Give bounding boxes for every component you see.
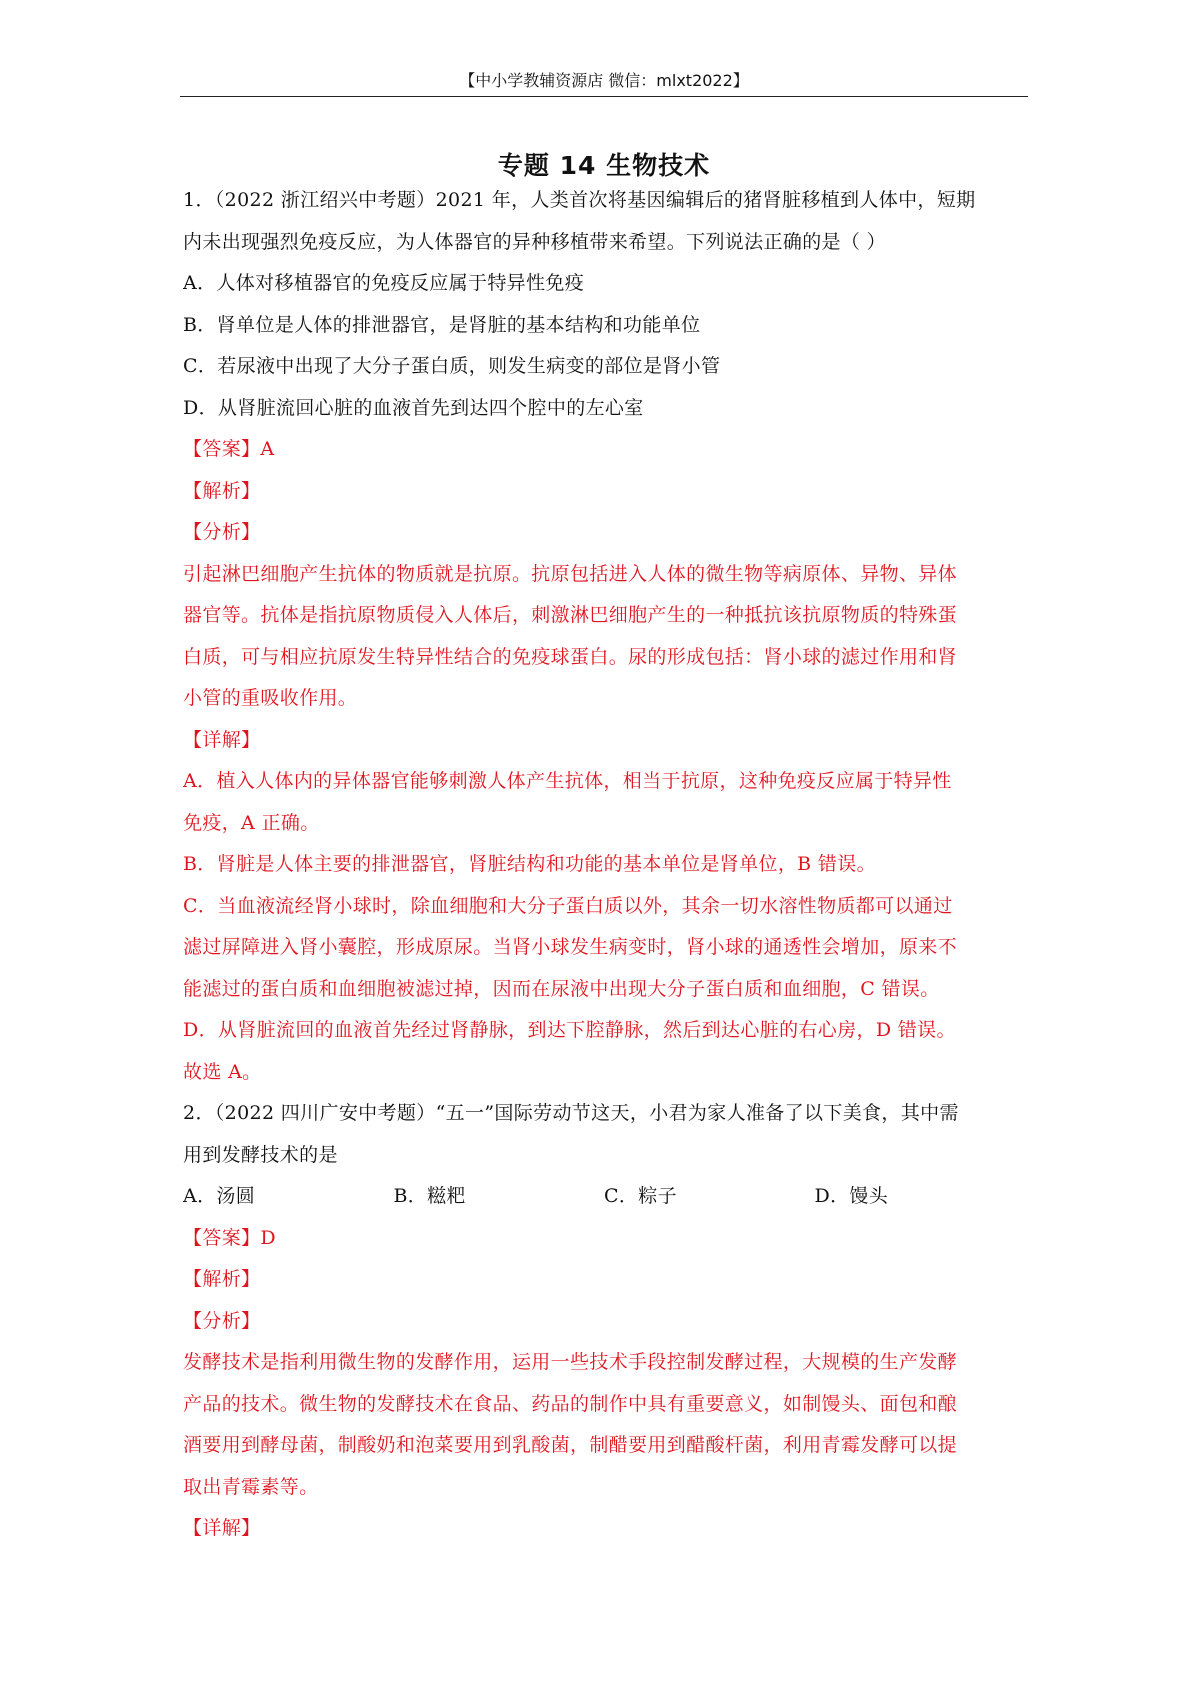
q2-analysis-label: 【解析】 <box>183 1268 261 1290</box>
q2-detail-label: 【详解】 <box>183 1517 261 1539</box>
q1-detail-line: 免疫，A 正确。 <box>183 811 320 834</box>
q1-fenxi-label: 【分析】 <box>183 521 261 543</box>
q1-option-c: C．若尿液中出现了大分子蛋白质，则发生病变的部位是肾小管 <box>183 355 721 377</box>
q2-fenxi-line: 取出青霉素等。 <box>183 1475 319 1498</box>
q2-stem-line: 2．（2022 四川广安中考题）“五一”国际劳动节这天，小君为家人准备了以下美食，其中需 <box>183 1102 959 1124</box>
document-body <box>183 180 1025 1550</box>
q2-option-a: A．汤圆 <box>183 1185 256 1207</box>
q1-analysis-label: 【解析】 <box>183 479 261 502</box>
q2-options-row <box>183 1176 1025 1218</box>
q1-fenxi-line: 小管的重吸收作用。 <box>183 687 358 709</box>
q1-fenxi-line: 白质，可与相应抗原发生特异性结合的免疫球蛋白。尿的形成包括：肾小球的滤过作用和肾 <box>183 645 958 668</box>
q2-fenxi-line: 酒要用到酵母菌，制酸奶和泡菜要用到乳酸菌，制醋要用到醋酸杆菌，利用青霉发酵可以提 <box>183 1434 958 1456</box>
q1-detail-line: 能滤过的蛋白质和血细胞被滤过掉，因而在尿液中出现大分子蛋白质和血细胞，C 错误。 <box>183 977 940 1000</box>
q1-fenxi-line: 引起淋巴细胞产生抗体的物质就是抗原。抗原包括进入人体的微生物等病原体、异物、异体 <box>183 562 958 585</box>
q1-detail-line: C．当血液流经肾小球时，除血细胞和大分子蛋白质以外，其余一切水溶性物质都可以通过 <box>183 894 953 917</box>
q2-fenxi-line: 发酵技术是指利用微生物的发酵作用，运用一些技术手段控制发酵过程，大规模的生产发酵 <box>183 1351 958 1373</box>
q1-option-b: B．肾单位是人体的排泄器官，是肾脏的基本结构和功能单位 <box>183 313 701 336</box>
page-title: 专题 14 生物技术 <box>497 151 711 180</box>
q1-answer: 【答案】A <box>183 438 275 460</box>
q2-stem-line: 用到发酵技术的是 <box>183 1143 338 1166</box>
q1-fenxi-line: 器官等。抗体是指抗原物质侵入人体后，刺激淋巴细胞产生的一种抵抗该抗原物质的特殊蛋 <box>183 604 958 626</box>
q1-detail-line: 故选 A。 <box>183 1060 262 1083</box>
q2-option-d: D．馒头 <box>814 1185 889 1207</box>
q1-detail-line: A．植入人体内的异体器官能够刺激人体产生抗体，相当于抗原，这种免疫反应属于特异性 <box>183 770 952 792</box>
q1-detail-line: B．肾脏是人体主要的排泄器官，肾脏结构和功能的基本单位是肾单位，B 错误。 <box>183 853 876 875</box>
header-divider <box>180 96 1028 97</box>
q1-stem-line: 1．（2022 浙江绍兴中考题）2021 年，人类首次将基因编辑后的猪肾脏移植到人体中，短期 <box>183 189 976 211</box>
q1-detail-line: D．从肾脏流回的血液首先经过肾静脉，到达下腔静脉，然后到达心脏的右心房，D 错误。 <box>183 1019 956 1041</box>
q2-option-b: B．糍粑 <box>393 1185 466 1207</box>
q1-detail-line: 滤过屏障进入肾小囊腔，形成原尿。当肾小球发生病变时，肾小球的通透性会增加，原来不 <box>183 936 958 958</box>
q2-answer: 【答案】D <box>183 1226 276 1249</box>
q1-stem-line: 内未出现强烈免疫反应，为人体器官的异种移植带来希望。下列说法正确的是（ ） <box>183 230 886 253</box>
q1-option-a: A．人体对移植器官的免疫反应属于特异性免疫 <box>183 272 585 294</box>
q2-fenxi-line: 产品的技术。微生物的发酵技术在食品、药品的制作中具有重要意义，如制馒头、面包和酿 <box>183 1392 958 1415</box>
q2-fenxi-label: 【分析】 <box>183 1309 261 1332</box>
q2-option-c: C．粽子 <box>604 1185 677 1207</box>
q1-detail-label: 【详解】 <box>183 728 261 751</box>
page-header: 【中小学教辅资源店 微信：mlxt2022】 <box>459 71 749 90</box>
q1-option-d: D．从肾脏流回心脏的血液首先到达四个腔中的左心室 <box>183 396 644 419</box>
